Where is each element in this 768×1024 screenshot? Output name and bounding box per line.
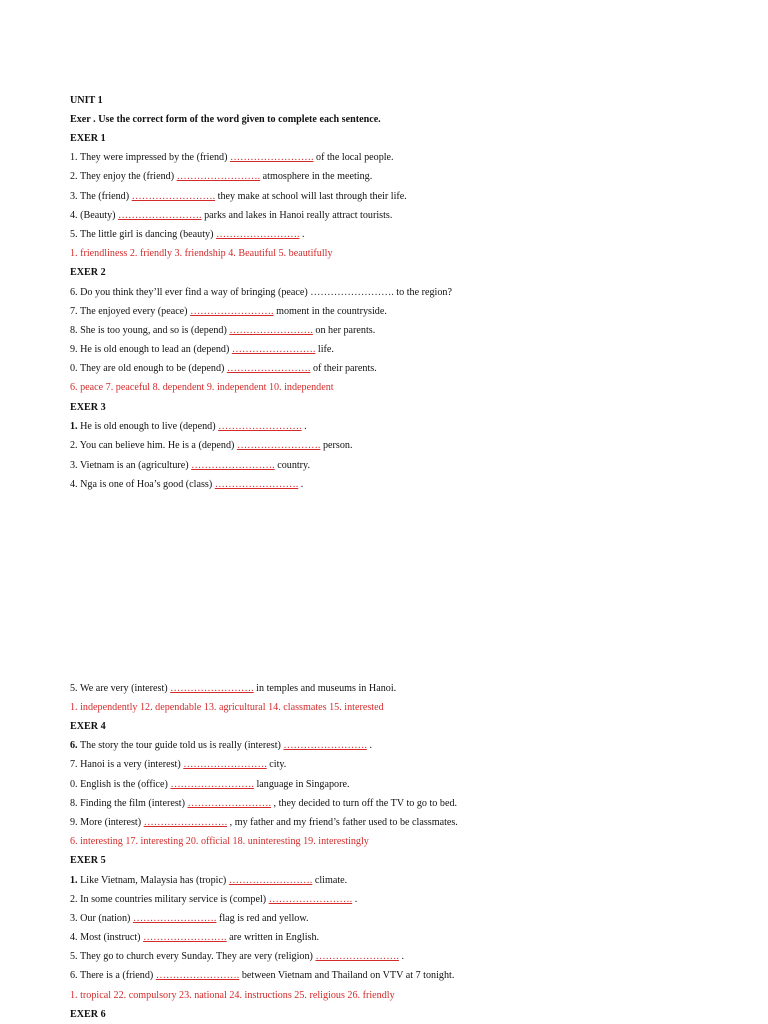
sentence-after: , my father and my friend’s father used to be classmates.	[229, 816, 458, 828]
sentence-before: (Beauty)	[80, 209, 116, 221]
answer-blank: …………………….	[231, 343, 316, 355]
sentence-after: on her parents.	[315, 324, 376, 336]
sentence-after: atmosphere in the meeting.	[262, 170, 373, 182]
sentence-before: English is the (office)	[80, 778, 168, 790]
exercise-line	[70, 738, 372, 752]
sentence-before: Vietnam is an (agriculture)	[79, 459, 189, 471]
answer-blank: …………………….	[183, 758, 267, 770]
answer-blank: …………………….	[143, 931, 227, 943]
answer-blank: …………………….	[236, 439, 321, 451]
exercise-line	[70, 189, 407, 203]
exercise-line	[70, 873, 347, 887]
item-number: 9.	[70, 816, 78, 828]
answer-blank: …………………….	[170, 778, 254, 790]
item-number: 2.	[70, 439, 78, 451]
section-title: EXER 3	[70, 401, 106, 413]
answer-blank: …………………….	[132, 912, 217, 924]
item-number: 5.	[70, 228, 78, 240]
answer-blank: …………………….	[155, 969, 240, 981]
item-number: 6.	[70, 739, 78, 751]
exercise-line	[70, 930, 319, 944]
exercise-line	[70, 949, 404, 963]
answer-key: 6. interesting 17. interesting 20. official 18. uninteresting 19. interestingly	[70, 835, 369, 847]
exercise-line	[70, 477, 303, 491]
sentence-before: Our (nation)	[80, 912, 131, 924]
sentence-after: in temples and museums in Hanoi.	[256, 682, 397, 694]
sentence-after: , they decided to turn off the TV to go to bed.	[273, 797, 458, 809]
exercise-line	[70, 777, 349, 791]
exercise-line	[70, 323, 375, 337]
sentence-before: Like Vietnam, Malaysia has (tropic)	[80, 874, 227, 886]
item-number: 3.	[70, 459, 78, 471]
sentence-before: He is old enough to live (depend)	[80, 420, 216, 432]
sentence-before: In some countries military service is (compel)	[80, 893, 267, 905]
answer-blank: …………………….	[229, 324, 313, 336]
sentence-before: We are very (interest)	[79, 682, 168, 694]
sentence-before: They enjoy the (friend)	[79, 170, 175, 182]
instruction: Exer . Use the correct form of the word given to complete each sentence.	[70, 113, 381, 125]
item-number: 0.	[70, 362, 78, 374]
answer-key: 6. peace 7. peaceful 8. dependent 9. independent 10. independent	[70, 381, 334, 393]
section-title: EXER 4	[70, 720, 106, 732]
answer-blank: …………………….	[187, 797, 271, 809]
item-number: 1.	[70, 151, 78, 163]
answer-blank: …………………….	[190, 305, 274, 317]
item-number: 7.	[70, 758, 78, 770]
item-number: 4.	[70, 931, 78, 943]
answer-blank: …………………….	[226, 362, 311, 374]
answer-blank: …………………….	[176, 170, 261, 182]
sentence-before: Hanoi is a very (interest)	[80, 758, 181, 770]
answer-blank: …………………….	[118, 209, 202, 221]
sentence-before: He is old enough to lead an (depend)	[80, 343, 230, 355]
item-number: 6.	[70, 969, 78, 981]
exercise-line	[70, 208, 392, 222]
item-number: 2.	[70, 170, 78, 182]
answer-blank: …………………….	[143, 816, 228, 828]
exercise-line	[70, 892, 357, 906]
exercise-line	[70, 169, 372, 183]
item-number: 3.	[70, 190, 78, 202]
sentence-before: Do you think they’ll ever find a way of bringing (peace)	[80, 286, 308, 298]
answer-blank: …………………….	[230, 151, 314, 163]
sentence-after: of their parents.	[312, 362, 377, 374]
answer-key: 1. independently 12. dependable 13. agricultural 14. classmates 15. interested	[70, 701, 384, 713]
sentence-after: to the region?	[396, 286, 452, 298]
item-number: 4.	[70, 209, 78, 221]
sentence-after: parks and lakes in Hanoi really attract tourists.	[204, 209, 393, 221]
item-number: 9.	[70, 343, 78, 355]
answer-blank: …………………….	[315, 950, 399, 962]
sentence-after: they make at school will last through their life.	[217, 190, 407, 202]
exercise-line	[70, 419, 307, 433]
exercise-line	[70, 796, 457, 810]
sentence-after: are written in English.	[229, 931, 320, 943]
exercise-line	[70, 438, 352, 452]
exercise-line	[70, 968, 454, 982]
answer-blank: …………………….	[214, 478, 299, 490]
sentence-after: language in Singapore.	[256, 778, 350, 790]
sentence-after: flag is red and yellow.	[218, 912, 309, 924]
sentence-after: .	[300, 478, 304, 490]
sentence-before: There is a (friend)	[79, 969, 154, 981]
sentence-after: country.	[277, 459, 310, 471]
sentence-before: Nga is one of Hoa’s good (class)	[80, 478, 213, 490]
answer-blank: …………………….	[170, 682, 254, 694]
sentence-before: She is too young, and so is (depend)	[80, 324, 227, 336]
sentence-after: city.	[269, 758, 287, 770]
exercise-line	[70, 815, 458, 829]
sentence-after: .	[304, 420, 307, 432]
section-title: EXER 5	[70, 854, 106, 866]
sentence-after: between Vietnam and Thailand on VTV at 7 tonight.	[241, 969, 455, 981]
sentence-before: They were impressed by the (friend)	[79, 151, 228, 163]
sentence-after: person.	[322, 439, 353, 451]
item-number: 4.	[70, 478, 78, 490]
sentence-after: climate.	[314, 874, 348, 886]
exercise-line	[70, 361, 377, 375]
exercise-line	[70, 150, 394, 164]
item-number: 7.	[70, 305, 78, 317]
item-number: 8.	[70, 797, 78, 809]
sentence-before: Most (instruct)	[80, 931, 141, 943]
answer-blank: …………………….	[268, 893, 353, 905]
exercise-line	[70, 285, 452, 299]
sentence-before: They are old enough to be (depend)	[79, 362, 225, 374]
answer-blank: …………………….	[228, 874, 313, 886]
sentence-before: The (friend)	[79, 190, 130, 202]
sentence-after: moment in the countryside.	[276, 305, 387, 317]
sentence-after: .	[369, 739, 372, 751]
item-number: 3.	[70, 912, 78, 924]
sentence-before: The story the tour guide told us is really (interest)	[79, 739, 281, 751]
item-number: 5.	[70, 682, 78, 694]
item-number: 8.	[70, 324, 78, 336]
sentence-before: More (interest)	[80, 816, 142, 828]
answer-key: 1. friendliness 2. friendly 3. friendship 4. Beautiful 5. beautifully	[70, 247, 333, 259]
sentence-before: The little girl is dancing (beauty)	[79, 228, 214, 240]
answer-blank: …………………….	[218, 420, 302, 432]
item-number: 1.	[70, 420, 78, 432]
answer-blank: …………………….	[283, 739, 367, 751]
sentence-after: .	[301, 228, 305, 240]
section-title: EXER 2	[70, 266, 106, 278]
item-number: 2.	[70, 893, 78, 905]
exercise-line	[70, 342, 334, 356]
unit-title: UNIT 1	[70, 94, 103, 106]
answer-blank: …………………….	[191, 459, 275, 471]
answer-key: 1. tropical 22. compulsory 23. national 24. instructions 25. religious 26. friendly	[70, 989, 395, 1001]
sentence-before: They go to church every Sunday. They are very (religion)	[79, 950, 313, 962]
exercise-line	[70, 304, 387, 318]
item-number: 1.	[70, 874, 78, 886]
answer-blank: …………………….	[215, 228, 300, 240]
sentence-after: of the local people.	[316, 151, 394, 163]
answer-blank: …………………….	[131, 190, 216, 202]
item-number: 0.	[70, 778, 78, 790]
sentence-before: Finding the film (interest)	[80, 797, 185, 809]
section-title: EXER 1	[70, 132, 106, 144]
exercise-line	[70, 227, 305, 241]
sentence-before: You can believe him. He is a (depend)	[79, 439, 235, 451]
sentence-before: The enjoyed every (peace)	[79, 305, 188, 317]
item-number: 6.	[70, 286, 78, 298]
section-title: EXER 6	[70, 1008, 106, 1020]
exercise-line	[70, 458, 310, 472]
sentence-after: .	[401, 950, 404, 962]
answer-blank: …………………….	[310, 286, 394, 298]
exercise-line	[70, 681, 396, 695]
sentence-after: life.	[317, 343, 334, 355]
exercise-line	[70, 757, 286, 771]
item-number: 5.	[70, 950, 78, 962]
exercise-line	[70, 911, 309, 925]
sentence-after: .	[354, 893, 358, 905]
